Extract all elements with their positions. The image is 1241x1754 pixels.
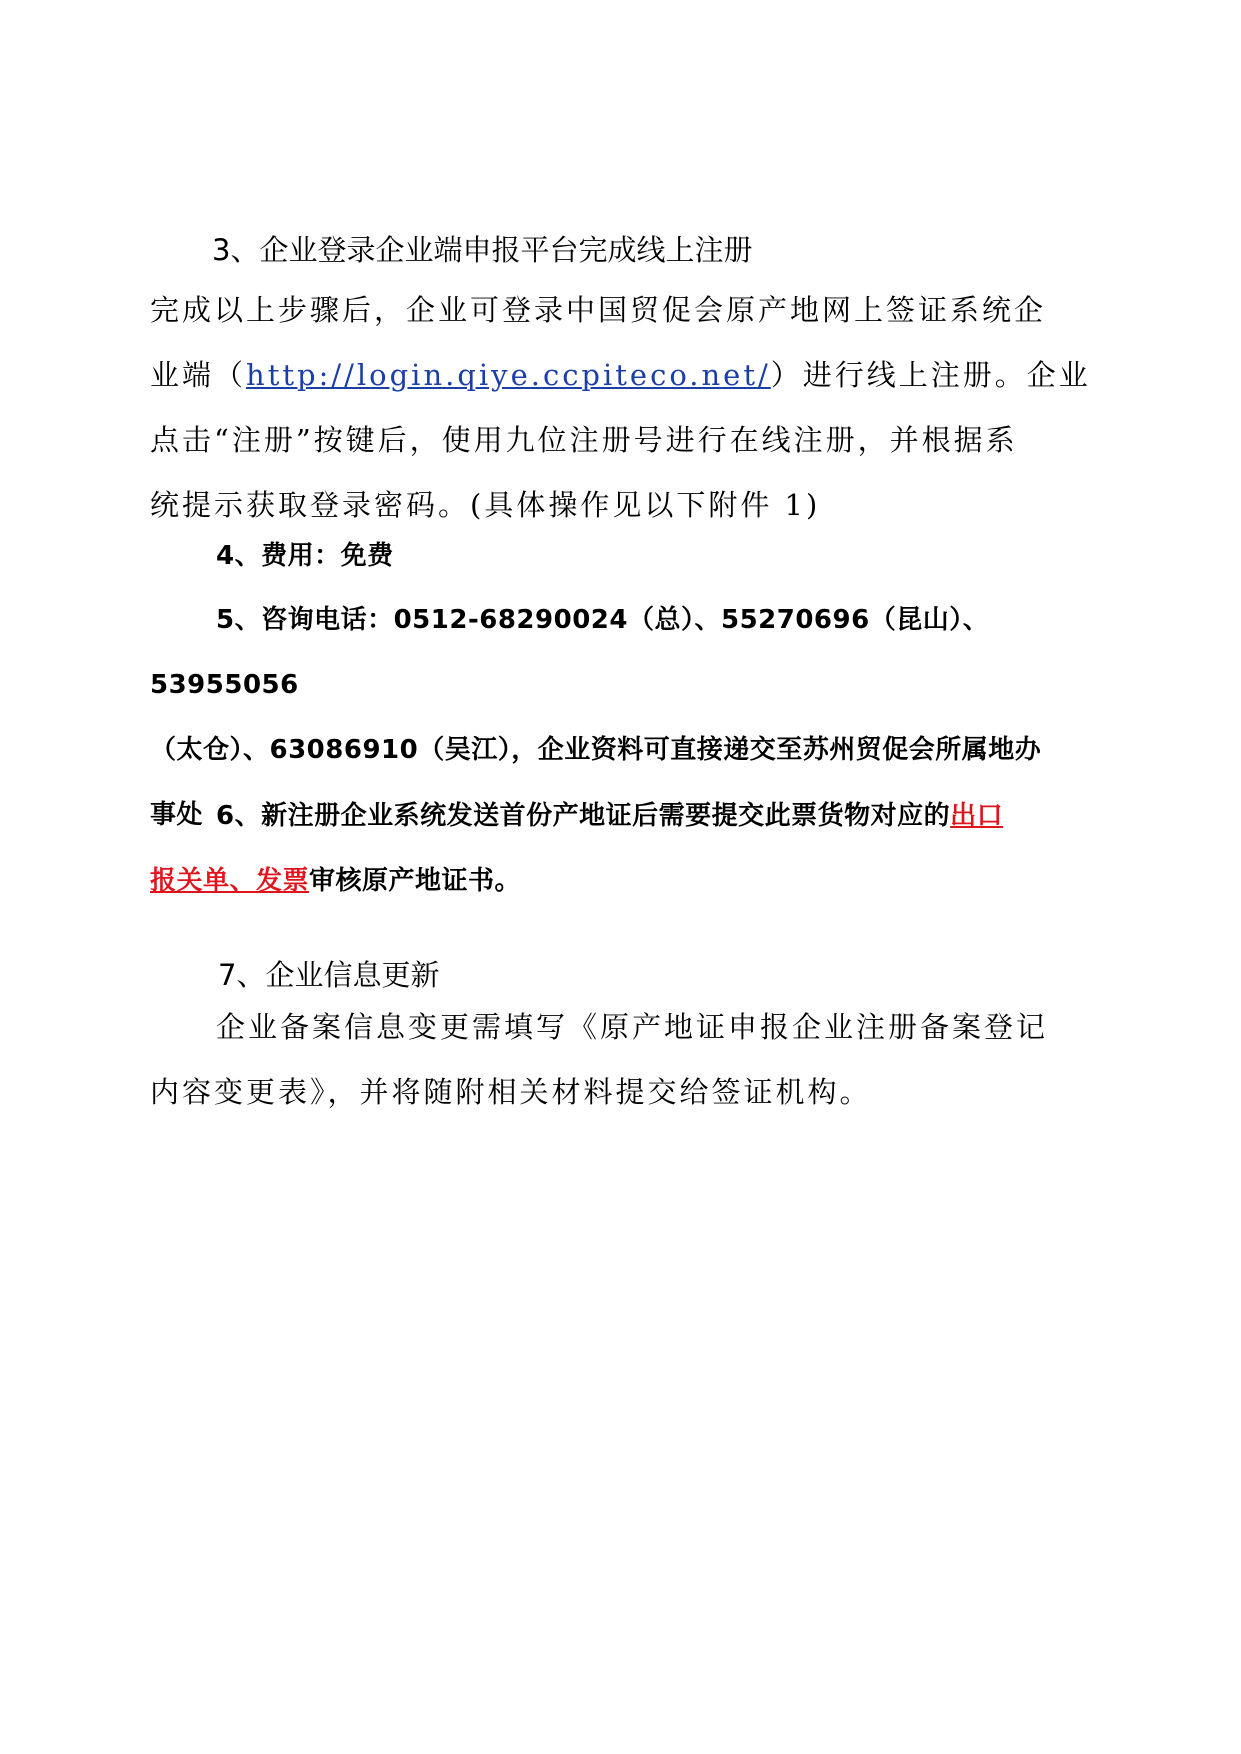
section-6-line-2-text: 审核原产地证书。: [309, 866, 522, 896]
registration-link[interactable]: http://login.qiye.ccpiteco.net/: [246, 358, 771, 392]
export-declaration-highlight: 出口: [950, 801, 1004, 831]
section-3-body: [150, 278, 1098, 538]
section-3-line-3: 点击“注册”按键后，使用九位注册号进行在线注册，并根据系: [150, 423, 1018, 457]
section-7-line-2: 内容变更表》，并将随附相关材料提交给签证机构。: [150, 1075, 872, 1109]
section-3-heading: 3、企业登录企业端申报平台完成线上注册: [212, 233, 753, 267]
section-3-line-2: [150, 343, 1098, 408]
section-3-line-2-suffix: ）进行线上注册。企业: [770, 358, 1091, 392]
section-3-line-1: 完成以上步骤后，企业可登录中国贸促会原产地网上签证系统企: [150, 293, 1047, 327]
section-4-fee: 4、费用：免费: [216, 541, 394, 571]
section-6-line-1-text: 6、新注册企业系统发送首份产地证后需要提交此票货物对应的: [216, 801, 951, 831]
invoice-highlight: 报关单、发票: [150, 866, 310, 896]
section-6-line-1: [150, 784, 1098, 849]
section-7-heading: 7、企业信息更新: [218, 958, 440, 992]
section-6-line-2: [150, 849, 1098, 914]
section-6: [150, 784, 1098, 914]
section-5-line-3: 事处: [150, 800, 204, 830]
section-7-body: [150, 995, 1098, 1125]
section-3-line-2-prefix: 业端（: [150, 358, 247, 392]
section-5-line-1: 5、咨询电话：0512-68290024（总）、55270696（昆山）、53955056: [150, 605, 990, 700]
section-3-line-4: 统提示获取登录密码。(具体操作见以下附件 1): [150, 488, 821, 522]
section-4: [150, 524, 1098, 589]
section-5-line-2: （太仓）、63086910（吴江），企业资料可直接递交至苏州贸促会所属地办: [150, 735, 1042, 765]
section-7-line-1: 企业备案信息变更需填写《原产地证申报企业注册备案登记: [216, 1010, 1049, 1044]
